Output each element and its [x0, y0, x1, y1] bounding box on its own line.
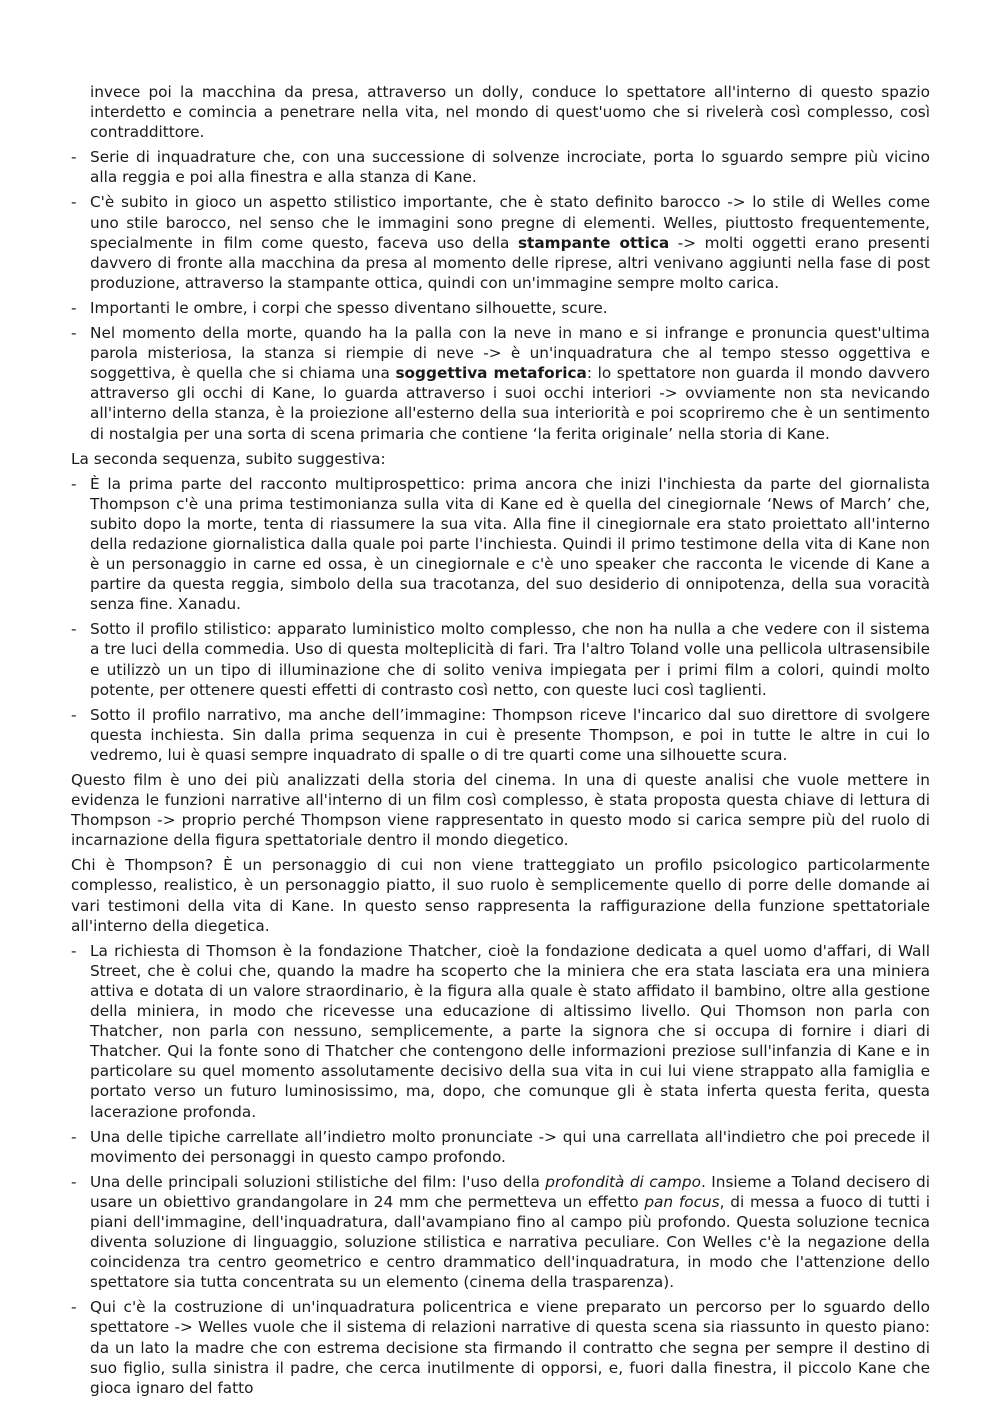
text-run: Una delle principali soluzioni stilistiche del film: l'uso della	[90, 1172, 546, 1191]
text-run: : lo spettatore non guarda il mondo davvero attraverso gli occhi di Kane, lo guarda attraverso i suoi occhi interiori -> ovviamente non sta nevicando all'interno della stanza, è la proiezione all'esterno della sua interiorità e poi scopriremo che è un sentimento di nostalgia per una sorta di scena primaria che contiene ‘la ferita originale’ nella storia di Kane.	[90, 364, 930, 443]
text-run: Sotto il profilo narrativo, ma anche dell’immagine: Thompson riceve l'incarico dal suo direttore di svolgere questa inchiesta. Sin dalla prima sequenza in cui è presente Thompson, e poi in tutte le altre in cui lo vedremo, lui è quasi sempre inquadrato di spalle o di tre quarti come una silhouette scura.	[90, 705, 930, 764]
text-run: Chi è Thompson? È un personaggio di cui non viene tratteggiato un profilo psicologico particolarmente complesso, realistico, è un personaggio piatto, il suo ruolo è semplicemente quello di porre delle domande ai vari testimoni della vita di Kane. In questo senso rappresenta la raffigurazione della funzione spettatoriale all'interno della diegetica.	[71, 856, 930, 935]
bullet-dash: -	[71, 1298, 77, 1317]
text-run: invece poi la macchina da presa, attraverso un dolly, conduce lo spettatore all'interno di questo spazio interdetto e comincia a penetrare nella vita, nel mondo di quest'uomo che si rivelerà così complesso, così contraddittore.	[90, 83, 930, 142]
bullet-item	[71, 1172, 930, 1293]
bullet-item	[71, 941, 930, 1122]
italic-term: profondità di campo	[545, 1172, 701, 1191]
paragraph	[71, 449, 930, 469]
bullet-dash: -	[71, 1127, 77, 1146]
bullet-dash: -	[71, 324, 77, 343]
bullet-dash: -	[71, 193, 77, 212]
bullet-dash: -	[71, 941, 77, 960]
bullet-item	[71, 619, 930, 699]
bullet-item	[71, 323, 930, 444]
bullet-item	[71, 1297, 930, 1397]
bullet-dash: -	[71, 705, 77, 724]
text-run: È la prima parte del racconto multiprospettico: prima ancora che inizi l'inchiesta da parte del giornalista Thompson c'è una prima testimonianza sulla vita di Kane ed è quella del cinegiornale ‘News of March’ che, subito dopo la morte, tenta di riassumere la sua vita. Alla fine il cinegiornale era stato proiettato all'interno della redazione giornalistica dalla quale poi parte l'inchiesta. Quindi il primo testimone della vita di Kane non è un personaggio in carne ed ossa, è un cinegiornale e c'è uno speaker che racconta le vicende di Kane a partire da questa reggia, simbolo della sua tracotanza, del suo desiderio di onnipotenza, della sua voracità senza fine. Xanadu.	[90, 474, 930, 614]
text-run: Sotto il profilo stilistico: apparato luministico molto complesso, che non ha nulla a che vedere con il sistema a tre luci della commedia. Uso di questa molteplicità di fari. Tra l'altro Toland volle una pellicola ultrasensibile e utilizzò un un tipo di illuminazione che di solito veniva impiegata per i primi film a colori, quindi molto potente, per ottenere questi effetti di contrasto così netto, con queste luci così taglienti.	[90, 620, 930, 699]
paragraph	[71, 770, 930, 850]
bullet-dash: -	[71, 474, 77, 493]
bold-term: soggettiva metaforica	[395, 364, 587, 383]
text-run: Serie di inquadrature che, con una successione di solvenze incrociate, porta lo sguardo sempre più vicino alla reggia e poi alla finestra e alla stanza di Kane.	[90, 148, 930, 187]
text-run: La richiesta di Thomson è la fondazione Thatcher, cioè la fondazione dedicata a quel uomo d'affari, di Wall Street, che è colui che, quando la madre ha scoperto che la miniera che era stata lasciata era una miniera attiva e dotata di un valore straordinario, è la figura alla quale è stato affidato il bambino, oltre alla gestione della miniera, in modo che ricevesse una educazione di altissimo livello. Qui Thomson non parla con Thatcher, non parla con nessuno, semplicemente, a parte la signora che si occupa di fornire i diari di Thatcher. Qui la fonte sono di Thatcher che contengono delle informazioni preziose sull'infanzia di Kane e in particolare su quel momento assolutamente decisivo della sua vita in cui lui viene strappato alla famiglia e portato verso un futuro luminosissimo, ma, dopo, che comunque gli è stata inferta questa ferita, questa lacerazione profonda.	[90, 941, 930, 1121]
text-run: Qui c'è la costruzione di un'inquadratura policentrica e viene preparato un percorso per lo sguardo dello spettatore -> Welles vuole che il sistema di relazioni narrative di questa scena sia riassunto in questo piano: da un lato la madre che con estrema decisione sta firmando il contratto che segna per sempre il destino di suo figlio, sulla sinistra il padre, che cerca inutilmente di opporsi, e, fuori dalla finestra, il piccolo Kane che gioca ignaro del fatto	[90, 1298, 930, 1397]
text-run: Importanti le ombre, i corpi che spesso diventano silhouette, scure.	[90, 298, 608, 317]
text-run: La seconda sequenza, subito suggestiva:	[71, 449, 386, 468]
bullet-dash: -	[71, 620, 77, 639]
bullet-dash: -	[71, 298, 77, 317]
text-run: , di messa a fuoco di tutti i piani dell'immagine, dell'inquadratura, dall'avampiano fino al campo più profondo. Questa soluzione tecnica diventa soluzione di linguaggio, soluzione stilistica e narrativa peculiare. Con Welles c'è la negazione della coincidenza tra centro geometrico e centro drammatico dell'inquadratura, in modo che l'attenzione dello spettatore sia tutta concentrata su un elemento (cinema della trasparenza).	[90, 1192, 930, 1292]
text-run: C'è subito in gioco un aspetto stilistico importante, che è stato definito barocco -> lo stile di Welles come uno stile barocco, nel senso che le immagini sono pregne di elementi. Welles, piuttosto frequentemente, specialmente in film come questo, faceva uso della	[90, 193, 930, 252]
bullet-item	[71, 298, 930, 318]
text-run: Nel momento della morte, quando ha la palla con la neve in mano e si infrange e pronuncia quest'ultima parola misteriosa, la stanza si riempie di neve -> è un'inquadratura che al tempo stesso oggettiva e soggettiva, è quella che si chiama una	[90, 324, 930, 383]
italic-term: pan focus	[644, 1192, 720, 1211]
bullet-dash: -	[71, 148, 77, 167]
bullet-item	[71, 192, 930, 292]
text-run: Questo film è uno dei più analizzati della storia del cinema. In una di queste analisi che vuole mettere in evidenza le funzioni narrative all'interno di un film così complesso, è stata proposta questa chiave di lettura di Thompson -> proprio perché Thompson viene rappresentato in questo modo si carica sempre più del ruolo di incarnazione della figura spettatoriale dentro il mondo diegetico.	[71, 771, 930, 850]
paragraph	[71, 855, 930, 935]
bold-term: stampante ottica	[517, 233, 670, 252]
document-body	[71, 82, 930, 1403]
bullet-dash: -	[71, 1172, 77, 1191]
text-run: . Insieme a Toland decisero di usare un obiettivo grandangolare in 24 mm che permetteva un effetto	[90, 1172, 930, 1211]
bullet-item	[71, 705, 930, 765]
continued-bullet-text	[71, 82, 930, 142]
text-run: -> molti oggetti erano presenti davvero di fronte alla macchina da presa al momento delle riprese, altri venivano aggiunti nella fase di post produzione, attraverso la stampante ottica, quindi con un'immagine sempre molto carica.	[90, 233, 930, 292]
bullet-item	[71, 1127, 930, 1167]
bullet-item	[71, 147, 930, 187]
text-run: Una delle tipiche carrellate all’indietro molto pronunciate -> qui una carrellata all'indietro che poi precede il movimento dei personaggi in questo campo profondo.	[90, 1127, 930, 1166]
bullet-item	[71, 474, 930, 615]
